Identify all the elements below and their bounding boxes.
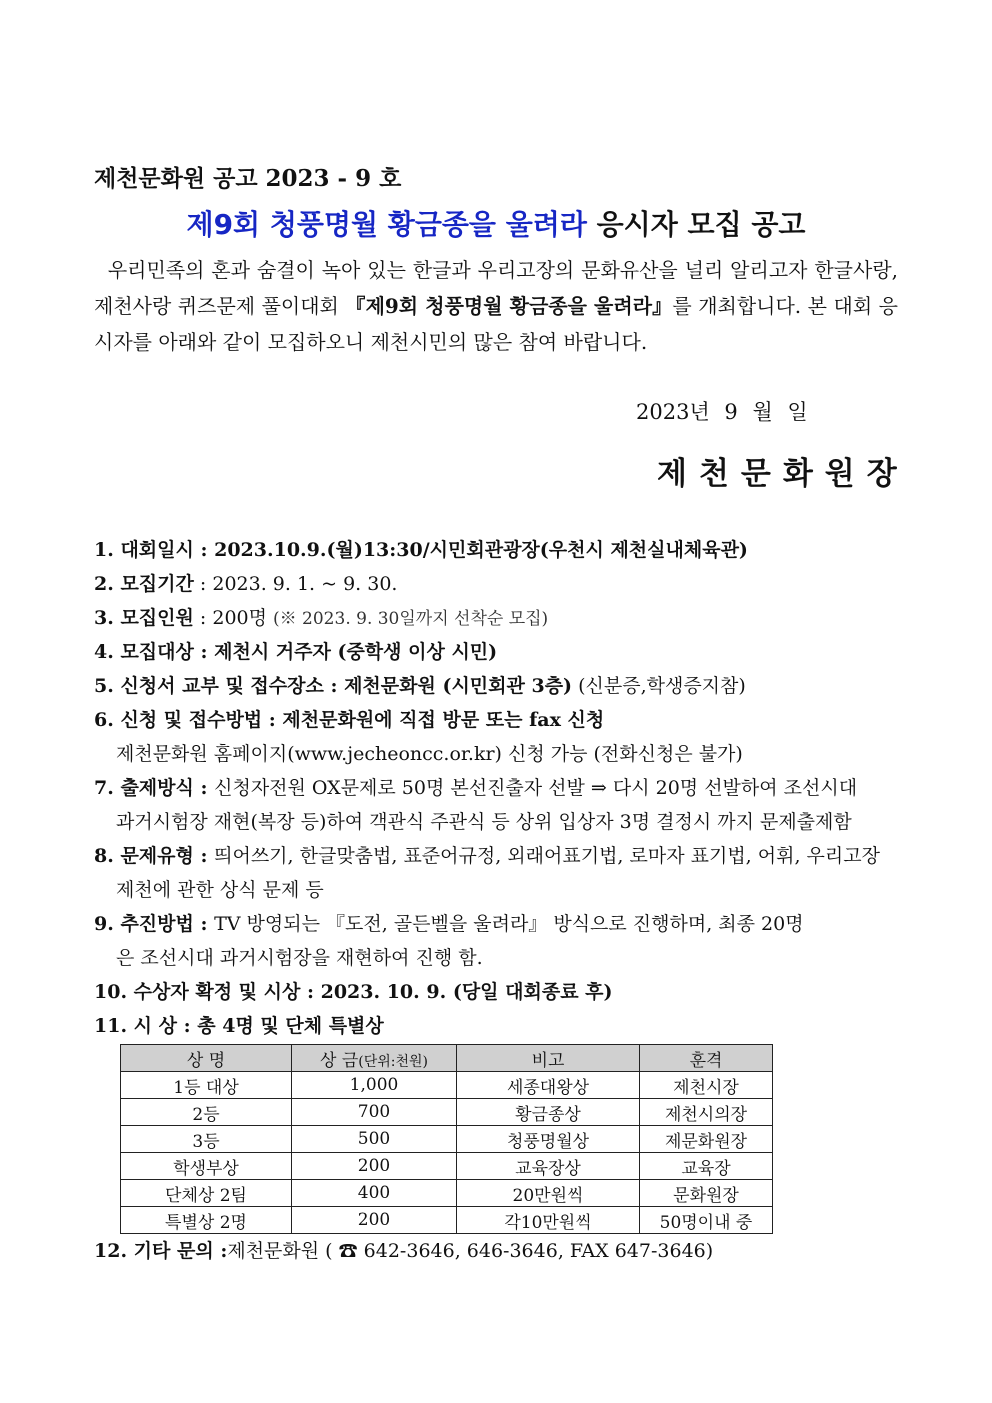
table-row	[121, 1099, 773, 1126]
item-7	[94, 771, 904, 805]
cell-prize-name: 단체상 2팀	[121, 1180, 292, 1207]
item-note: (신분증,학생증지참)	[572, 675, 746, 697]
signer: 제천문화원장	[657, 456, 909, 492]
cell-award-rank: 제천시장	[640, 1072, 773, 1099]
intro-part2: 를 개최합니다. 본 대회 응시자를 아래와 같이 모집하오니 제천시민의 많은 참여 바랍니다.	[94, 294, 898, 354]
prize-table	[120, 1044, 773, 1234]
contact-line	[94, 1236, 713, 1263]
table-row	[121, 1126, 773, 1153]
item-value: 2023.10.9.(월)13:30/시민회관광장(우천시 제천실내체육관)	[214, 539, 748, 561]
intro-event-name: 『제9회 청풍명월 황금종을 울려라』	[345, 294, 673, 318]
contact-numbers: 642-3646, 646-3646, FAX 647-3646)	[357, 1240, 714, 1262]
cell-award-rank: 문화원장	[640, 1180, 773, 1207]
cell-remarks: 청풍명월상	[457, 1126, 640, 1153]
cell-remarks: 20만원씩	[457, 1180, 640, 1207]
item-3	[94, 601, 904, 635]
item-list	[94, 533, 904, 1043]
item-label: 4. 모집대상 :	[94, 641, 215, 663]
item-value: 신청자전원 OX문제로 50명 본선진출자 선발 ⇒ 다시 20명 선발하여 조선시대	[214, 777, 858, 799]
cell-remarks: 황금종상	[457, 1099, 640, 1126]
item-7-cont: 과거시험장 재현(복장 등)하여 객관식 주관식 등 상위 입상자 3명 결정시 까지 문제출제함	[116, 811, 852, 833]
intro-paragraph	[94, 252, 898, 360]
intro-part1: 우리민족의 혼과 숨결이 녹아 있는 한글과 우리고장의 문화유산을 널리 알리고자 한글사랑, 제천사랑 퀴즈문제 풀이대회	[94, 258, 898, 318]
item-11	[94, 1009, 904, 1043]
cell-award-rank: 제천시의장	[640, 1099, 773, 1126]
col-header-unit: (단위:천원)	[358, 1053, 428, 1070]
item-value: : 200명	[193, 607, 274, 629]
item-value: 제천시 거주자 (중학생 이상 시민)	[214, 641, 498, 663]
item-6-cont: 제천문화원 홈페이지(www.jecheoncc.or.kr) 신청 가능 (전화신청은 불가)	[116, 743, 743, 765]
item-value: : 2023. 9. 1. ~ 9. 30.	[193, 573, 398, 595]
item-8-cont: 제천에 관한 상식 문제 등	[116, 879, 324, 901]
cell-prize-money: 700	[292, 1099, 457, 1126]
item-value: 2023. 10. 9. (당일 대회종료 후)	[320, 981, 613, 1003]
item-label: 1. 대회일시 :	[94, 539, 215, 561]
item-4	[94, 635, 904, 669]
item-value: 띄어쓰기, 한글맞춤법, 표준어규정, 외래어표기법, 로마자 표기법, 어휘, 우리고장	[214, 845, 880, 867]
item-9	[94, 907, 904, 941]
cell-award-rank: 50명이내 중	[640, 1207, 773, 1234]
cell-award-rank: 제문화원장	[640, 1126, 773, 1153]
item-label: 10. 수상자 확정 및 시상 :	[94, 981, 321, 1003]
cell-prize-money: 200	[292, 1153, 457, 1180]
item-6	[94, 703, 904, 737]
table-row	[121, 1072, 773, 1099]
item-1	[94, 533, 904, 567]
phone-icon: ☎	[338, 1240, 358, 1262]
item-label: 2. 모집기간	[94, 573, 194, 595]
item-label: 11. 시 상 :	[94, 1015, 198, 1037]
cell-remarks: 각10만원씩	[457, 1207, 640, 1234]
item-5	[94, 669, 904, 703]
page-title	[0, 203, 992, 243]
item-label: 9. 추진방법 :	[94, 913, 215, 935]
cell-prize-name: 학생부상	[121, 1153, 292, 1180]
cell-remarks: 교육장상	[457, 1153, 640, 1180]
cell-prize-name: 3등	[121, 1126, 292, 1153]
item-2	[94, 567, 904, 601]
cell-prize-name: 특별상 2명	[121, 1207, 292, 1234]
table-row	[121, 1207, 773, 1234]
cell-prize-money: 400	[292, 1180, 457, 1207]
cell-prize-money: 500	[292, 1126, 457, 1153]
table-header-row	[121, 1045, 773, 1072]
col-header-prize-money-label: 상 금	[320, 1050, 359, 1071]
contact-label: 12. 기타 문의 :	[94, 1240, 228, 1262]
item-8	[94, 839, 904, 873]
contact-org: 제천문화원 (	[227, 1240, 339, 1262]
item-9-cont: 은 조선시대 과거시험장을 재현하여 진행 함.	[116, 947, 483, 969]
col-header-remarks: 비고	[457, 1045, 640, 1072]
item-note: (※ 2023. 9. 30일까지 선착순 모집)	[273, 609, 549, 629]
cell-prize-name: 2등	[121, 1099, 292, 1126]
cell-prize-money: 1,000	[292, 1072, 457, 1099]
cell-award-rank: 교육장	[640, 1153, 773, 1180]
col-header-prize-money	[292, 1045, 457, 1072]
cell-prize-money: 200	[292, 1207, 457, 1234]
col-header-award-rank: 훈격	[640, 1045, 773, 1072]
col-header-prize-name: 상 명	[121, 1045, 292, 1072]
title-rest: 응시자 모집 공고	[586, 208, 806, 241]
item-value: 제천문화원에 직접 방문 또는 fax 신청	[282, 709, 605, 731]
cell-prize-name: 1등 대상	[121, 1072, 292, 1099]
item-label: 6. 신청 및 접수방법 :	[94, 709, 283, 731]
item-10	[94, 975, 904, 1009]
item-label: 3. 모집인원	[94, 607, 194, 629]
item-label: 8. 문제유형 :	[94, 845, 215, 867]
table-row	[121, 1153, 773, 1180]
item-label: 7. 출제방식 :	[94, 777, 215, 799]
notice-date: 2023년 9 월 일	[636, 400, 808, 424]
item-value: 총 4명 및 단체 특별상	[197, 1015, 384, 1037]
title-highlight: 제9회 청풍명월 황금종을 울려라	[186, 208, 587, 241]
table-row	[121, 1180, 773, 1207]
item-value: 제천문화원 (시민회관 3층)	[344, 675, 573, 697]
item-label: 5. 신청서 교부 및 접수장소 :	[94, 675, 345, 697]
cell-remarks: 세종대왕상	[457, 1072, 640, 1099]
notice-number: 제천문화원 공고 2023 - 9 호	[94, 165, 402, 192]
item-value: TV 방영되는 『도전, 골든벨을 울려라』 방식으로 진행하며, 최종 20명	[214, 913, 804, 935]
